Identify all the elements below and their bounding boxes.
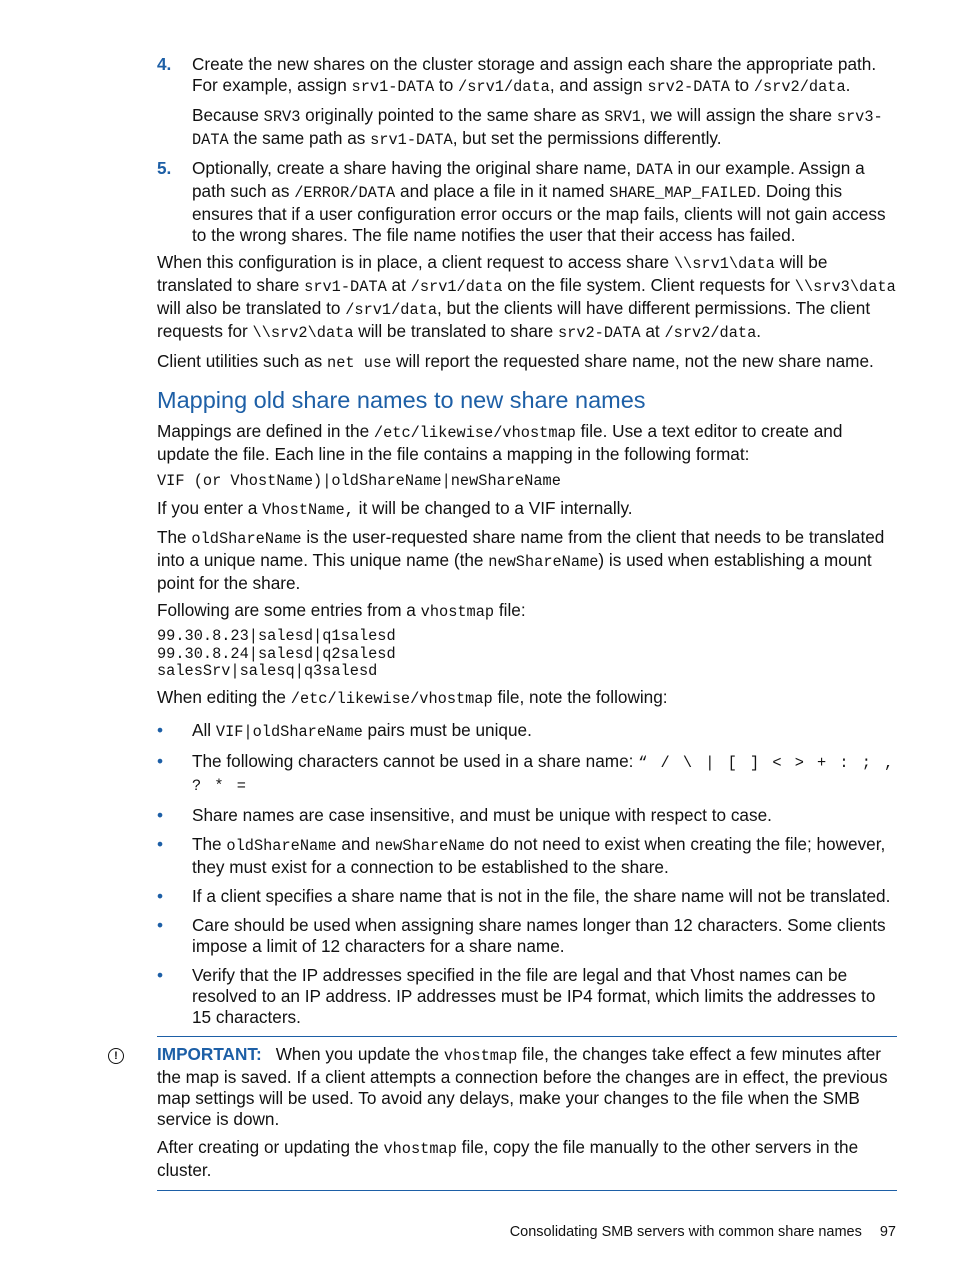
oldsharename-paragraph: The oldShareName is the user-requested share name from the client that needs to be translated into a unique name. This unique name (the newShareName) is used when establishing a mount point for the share. <box>157 527 885 593</box>
page-footer <box>510 1222 896 1242</box>
list-item: • Share names are case insensitive, and must be unique with respect to case. <box>157 804 772 825</box>
important-followup: After creating or updating the vhostmap file, copy the file manually to the other servers in the cluster. <box>157 1136 859 1180</box>
notes-list <box>157 720 897 1028</box>
important-label: IMPORTANT: <box>157 1043 262 1064</box>
bullet-icon: • <box>157 804 164 825</box>
step-4-note: Because SRV3 originally pointed to the same share as SRV1, we will assign the share srv3-DATA the same path as srv1-DATA, but set the permissions differently. <box>192 105 883 149</box>
bullet-icon: • <box>157 719 164 740</box>
step-4 <box>157 54 897 151</box>
list-item: • Care should be used when assigning share names longer than 12 characters. Some clients impose a limit of 12 characters for a share name. <box>157 914 886 956</box>
step-5-text: Optionally, create a share having the original share name, DATA in our example. Assign a path such as /ERROR/DATA and place a file in it named SHARE_MAP_FAILED. Doing this ensures that if a user configuration error occurs or the map fails, clients will not gain access to the wrong shares. The file name notifies the user that their access has failed. <box>192 158 886 245</box>
editing-intro: When editing the /etc/likewise/vhostmap file, note the following: <box>157 686 668 708</box>
client-utilities-paragraph: Client utilities such as net use will report the requested share name, not the new share name. <box>157 351 874 372</box>
important-note <box>114 1036 897 1191</box>
bullet-icon: • <box>157 833 164 854</box>
step-4-text: Create the new shares on the cluster storage and assign each share the appropriate path. For example, assign srv1-DATA to /srv1/data, and assign srv2-DATA to /srv2/data. <box>192 54 877 96</box>
step-number: 4. <box>157 54 172 74</box>
page-content <box>114 54 897 1191</box>
important-text: IMPORTANT: When you update the vhostmap file, the changes take effect a few minutes after the map is saved. If a client attempts a connection before the changes are in effect, the previous map settings will be used. To avoid any delays, make your changes to the file when the SMB service is down. <box>157 1043 888 1129</box>
bullet-icon: • <box>157 914 164 935</box>
footer-title: Consolidating SMB servers with common share names <box>509 1224 862 1240</box>
mappings-paragraph: Mappings are defined in the /etc/likewise/vhostmap file. Use a text editor to create and update the file. Each line in the file contains a mapping in the following format: <box>157 421 843 464</box>
page-number: 97 <box>879 1224 896 1240</box>
list-item: • Verify that the IP addresses specified in the file are legal and that Vhost names can be resolved to an IP address. IP addresses must be IP4 format, which limits the addresses to 15 characters. <box>157 964 876 1027</box>
list-item: • The oldShareName and newShareName do not need to exist when creating the file; however, they must exist for a connection to be established to the share. <box>157 833 886 877</box>
step-number: 5. <box>157 158 172 178</box>
list-item: • If a client specifies a share name that is not in the file, the share name will not be translated. <box>157 885 891 906</box>
config-paragraph: When this configuration is in place, a client request to access share \\srv1\data will be translated to share srv1-DATA at /srv1/data on the file system. Client requests for \\srv3\data will also be translated to /srv1/data, but the clients will have different permissions. The client requests for \\srv2\data will be translated to share srv2-DATA at /srv2/data. <box>157 252 896 342</box>
bullet-icon: • <box>157 964 164 985</box>
list-item: • All VIF|oldShareName pairs must be unique. <box>157 719 532 741</box>
list-item: • The following characters cannot be used in a share name: “ / \ | [ ] < > + : ; , ? * = <box>157 750 894 795</box>
important-icon: ! <box>108 1048 124 1064</box>
step-5 <box>157 158 897 246</box>
entries-intro: Following are some entries from a vhostmap file: <box>157 600 526 621</box>
bullet-icon: • <box>157 885 164 906</box>
bullet-icon: • <box>157 750 164 771</box>
vhostmap-entries: 99.30.8.23|salesd|q1salesd 99.30.8.24|salesd|q2salesd salesSrv|salesq|q3salesd <box>157 627 396 680</box>
vhostname-paragraph: If you enter a VhostName, it will be changed to a VIF internally. <box>157 498 633 519</box>
section-heading: Mapping old share names to new share names <box>157 387 646 413</box>
format-line: VIF (or VhostName)|oldShareName|newShareName <box>157 472 561 490</box>
